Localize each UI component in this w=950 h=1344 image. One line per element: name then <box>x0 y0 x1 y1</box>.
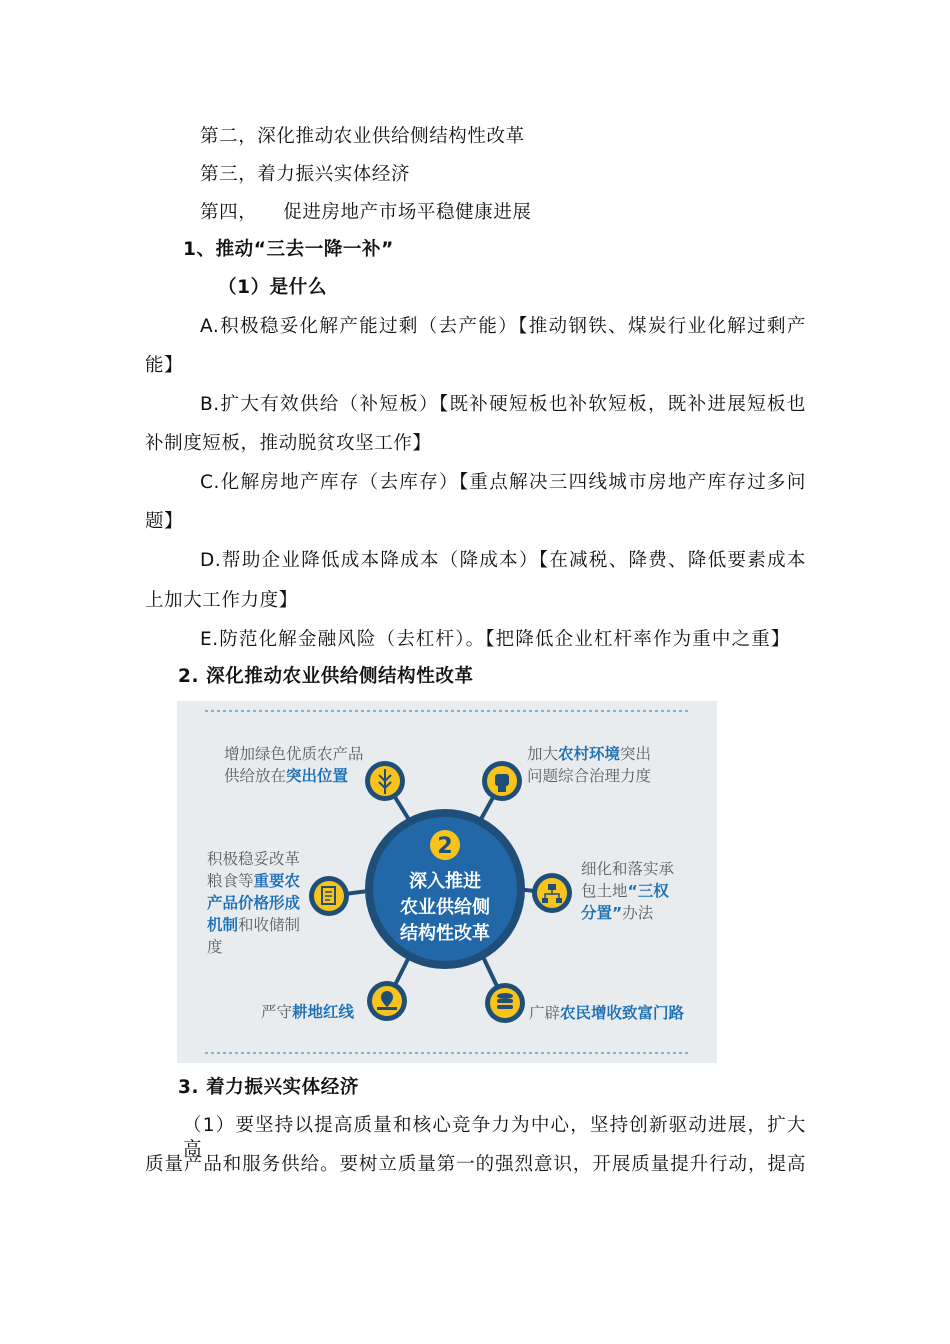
item-highlight: 重要农 <box>253 872 301 890</box>
center-title-line: 深入推进 <box>409 871 481 892</box>
item-line <box>581 880 674 902</box>
item-line: 细化和落实承 <box>581 860 675 878</box>
item-text: 和收储制 <box>238 916 301 934</box>
item-highlight: 农村环境 <box>558 745 621 763</box>
section-heading: 1、推动“三去一降一补” <box>183 239 394 260</box>
text-line: 第二，深化推动农业供给侧结构性改革 <box>200 126 525 147</box>
center-title-line: 农业供给侧 <box>400 897 490 918</box>
coin-stack-icon <box>485 983 525 1023</box>
item-farmland-redline <box>261 1001 354 1023</box>
center-title-line: 结构性改革 <box>400 923 490 944</box>
item-highlight: 分置” <box>581 904 623 922</box>
item-text: 供给放在 <box>224 767 287 785</box>
item-rural-environment <box>527 743 651 787</box>
center-title <box>380 869 510 947</box>
text-line: 补制度短板，推动脱贫攻坚工作】 <box>145 433 432 454</box>
text-line: 题】 <box>145 511 184 532</box>
reform-diagram <box>177 701 717 1063</box>
item-text: 突出 <box>620 745 652 763</box>
section-heading: 3. 着力振兴实体经济 <box>178 1077 359 1098</box>
item-highlight: 突出位置 <box>286 767 349 785</box>
hierarchy-icon <box>532 873 572 913</box>
section-heading: 2. 深化推动农业供给侧结构性改革 <box>178 666 474 687</box>
text-line: C.化解房地产库存（去库存）【重点解决三四线城市房地产库存过多问 <box>200 472 806 493</box>
item-line <box>527 743 651 765</box>
item-highlight: 机制 <box>207 916 239 934</box>
item-text: 广辟 <box>529 1004 561 1022</box>
item-text: 严守 <box>261 1003 293 1021</box>
text-line: 第四， 促进房地产市场平稳健康进展 <box>200 202 532 223</box>
map-pin-icon <box>367 981 407 1021</box>
text-line: A.积极稳妥化解产能过剩（去产能）【推动钢铁、煤炭行业化解过剩产 <box>200 316 806 337</box>
text-line: 第三，着力振兴实体经济 <box>200 164 411 185</box>
wheat-icon <box>365 761 405 801</box>
item-text: 粮食等 <box>207 872 254 890</box>
item-line: 积极稳妥改革 <box>207 850 301 868</box>
item-line: 增加绿色优质农产品 <box>224 745 364 763</box>
item-line <box>224 765 364 787</box>
item-highlight: 耕地红线 <box>292 1003 355 1021</box>
item-highlight: 农民增收致富门路 <box>560 1004 685 1022</box>
item-text: 包土地 <box>581 882 628 900</box>
svg-text:2: 2 <box>437 834 453 859</box>
text-line: 质量产品和服务供给。要树立质量第一的强烈意识，开展质量提升行动，提高 <box>145 1154 806 1175</box>
item-line <box>207 870 300 892</box>
item-farmer-income <box>529 1002 684 1024</box>
item-land-rights <box>581 858 674 924</box>
item-price-mechanism <box>207 848 300 958</box>
item-line: 度 <box>207 938 223 956</box>
subsection-heading: （1）是什么 <box>218 277 327 298</box>
fist-icon <box>482 761 522 801</box>
document-icon <box>309 876 349 916</box>
item-text: 加大 <box>527 745 559 763</box>
item-highlight: 产品价格形成 <box>207 894 301 912</box>
item-line <box>207 892 300 914</box>
text-line: 能】 <box>145 355 184 376</box>
item-line: 问题综合治理力度 <box>527 767 652 785</box>
item-highlight: “三权 <box>627 882 669 900</box>
text-line: （1）要坚持以提高质量和核心竞争力为中心，坚持创新驱动进展，扩大高 <box>183 1115 806 1160</box>
item-line <box>207 914 300 936</box>
text-line: 上加大工作力度】 <box>145 590 298 611</box>
text-line: D.帮助企业降低成本降成本（降成本）【在减税、降费、降低要素成本 <box>200 550 806 571</box>
item-green-products <box>224 743 364 787</box>
text-line: E.防范化解金融风险（去杠杆）。【把降低企业杠杆率作为重中之重】 <box>200 629 790 650</box>
item-line <box>581 902 674 924</box>
item-text: 办法 <box>622 904 654 922</box>
text-line: B.扩大有效供给（补短板）【既补硬短板也补软短板，既补进展短板也 <box>200 394 806 415</box>
